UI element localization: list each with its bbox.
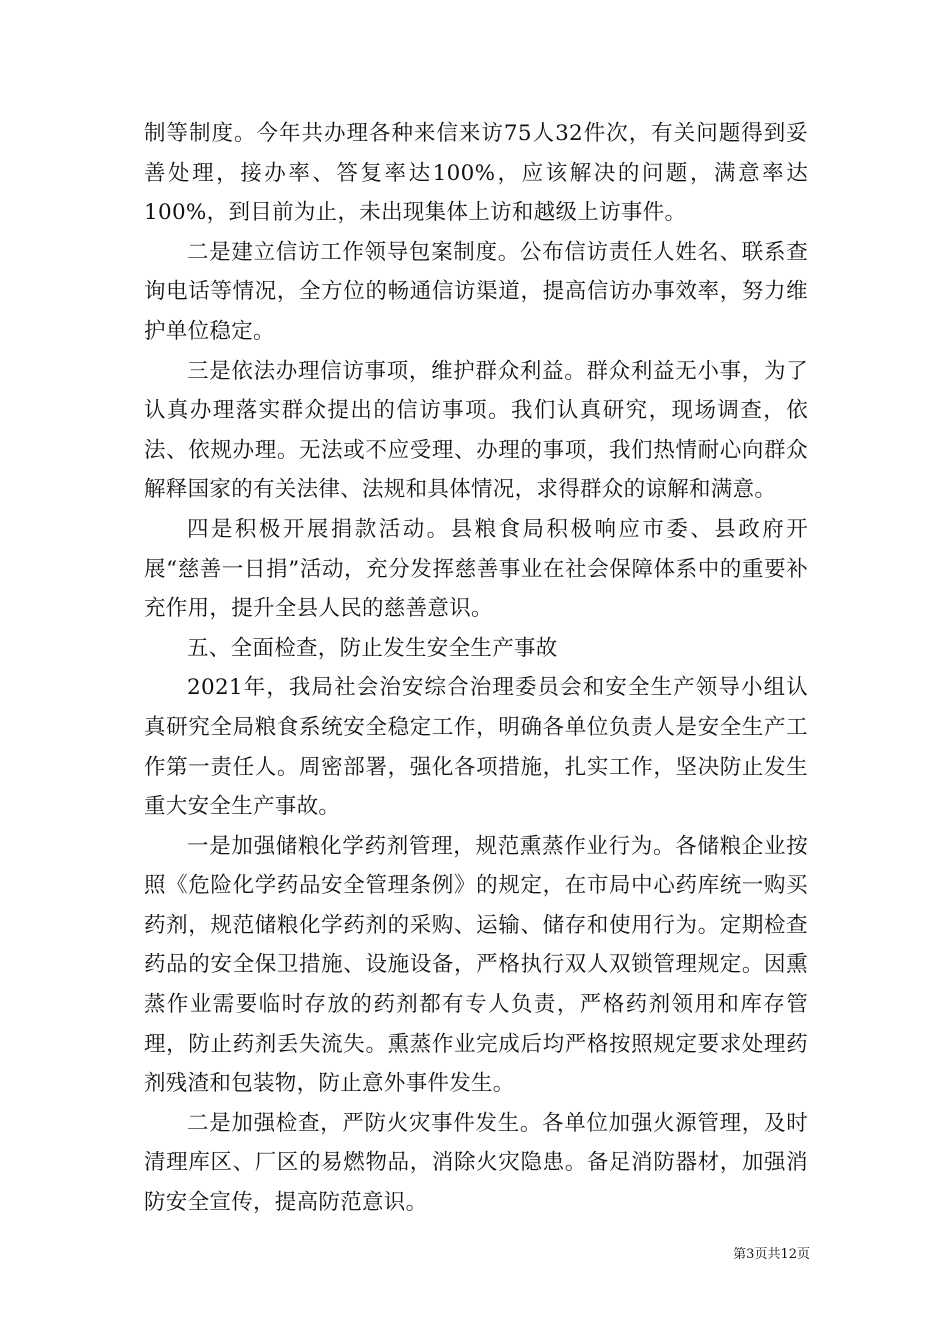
paragraph-chemical-management: 一是加强储粮化学药剂管理，规范熏蒸作业行为。各储粮企业按照《危险化学药品安全管理条例》的规定，在市局中心药库统一购买药剂，规范储粮化学药剂的采购、运输、储存和使用行为。定期检查药品的安全保卫措施、设施设备，严格执行双人双锁管理规定。因熏蒸作业需要临时存放的药剂都有专人负责，严格药剂领用和库存管理，防止药剂丢失流失。熏蒸作业完成后均严格按照规定要求处理药剂残渣和包装物，防止意外事件发生。 (144, 833, 808, 1097)
document-body (144, 114, 808, 1223)
paragraph-fire-prevention: 二是加强检查，严防火灾事件发生。各单位加强火源管理，及时清理库区、厂区的易燃物品，消除火灾隐患。备足消防器材，加强消防安全宣传，提高防范意识。 (144, 1110, 808, 1216)
paragraph-safety-overview: 2021年，我局社会治安综合治理委员会和安全生产领导小组认真研究全局粮食系统安全稳定工作，明确各单位负责人是安全生产工作第一责任人。周密部署，强化各项措施，扎实工作，坚决防止发生重大安全生产事故。 (144, 675, 808, 820)
paragraph-lawful-handling: 三是依法办理信访事项，维护群众利益。群众利益无小事，为了认真办理落实群众提出的信访事项。我们认真研究，现场调查，依法、依规办理。无法或不应受理、办理的事项，我们热情耐心向群众解释国家的有关法律、法规和具体情况，求得群众的谅解和满意。 (144, 358, 808, 503)
paragraph-continuation: 制等制度。今年共办理各种来信来访75人32件次，有关问题得到妥善处理，接办率、答复率达100%，应该解决的问题，满意率达100%，到目前为止，未出现集体上访和越级上访事件。 (144, 121, 808, 226)
page-number-footer: 第3页共12页 (733, 1247, 810, 1262)
paragraph-donation: 四是积极开展捐款活动。县粮食局积极响应市委、县政府开展“慈善一日捐”活动，充分发挥慈善事业在社会保障体系中的重要补充作用，提升全县人民的慈善意识。 (144, 516, 808, 622)
section-heading-safety: 五、全面检查，防止发生安全生产事故 (187, 635, 558, 661)
paragraph-petition-leadership: 二是建立信访工作领导包案制度。公布信访责任人姓名、联系查询电话等情况，全方位的畅通信访渠道，提高信访办事效率，努力维护单位稳定。 (144, 239, 808, 344)
